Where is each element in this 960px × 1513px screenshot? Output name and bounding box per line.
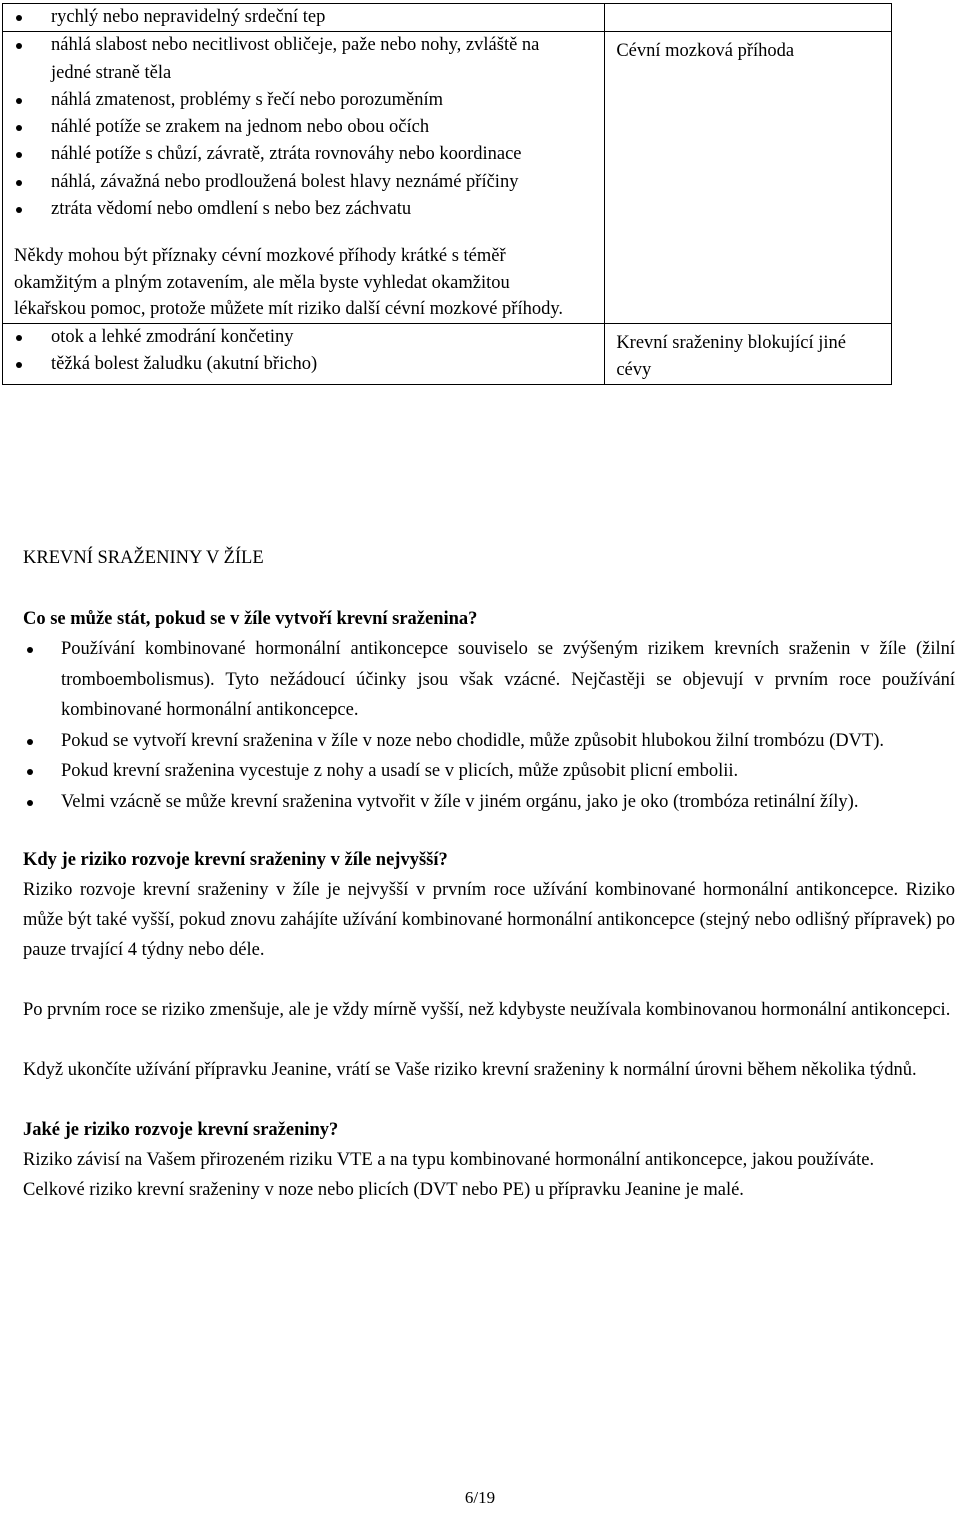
condition-stroke: Cévní mozková příhoda bbox=[616, 41, 795, 62]
table-row bbox=[3, 323, 892, 384]
list-item: Velmi vzácně se může krevní sraženina vytvořit v žíle v jiném orgánu, jako je oko (trombóza retinální žíly). bbox=[23, 787, 955, 818]
condition-cell bbox=[605, 32, 892, 324]
symptoms-cell bbox=[3, 4, 605, 32]
bullet-icon bbox=[16, 43, 22, 49]
bullet-icon bbox=[16, 15, 22, 21]
bullet-icon bbox=[27, 769, 33, 775]
page-number: 6/19 bbox=[464, 1488, 496, 1507]
symptom-list bbox=[3, 324, 604, 379]
bullet-icon bbox=[16, 362, 22, 368]
list-item: náhlá zmatenost, problémy s řečí nebo porozuměním bbox=[3, 87, 604, 114]
bullet-icon bbox=[16, 180, 22, 186]
question-heading: Jaké je riziko rozvoje krevní sraženiny? bbox=[23, 1120, 339, 1140]
list-item: Používání kombinované hormonální antikoncepce souviselo se zvýšeným rizikem krevních sraženin v žíle (žilní tromboembolismus). Tyto nežádoucí účinky jsou však vzácné. Nejčastěji se objevují v prvním roce používání kombinované hormonální antikoncepce. bbox=[23, 634, 955, 726]
bullet-icon bbox=[27, 800, 33, 806]
table-row bbox=[3, 32, 892, 324]
bullet-icon bbox=[27, 647, 33, 653]
symptoms-cell bbox=[3, 32, 605, 324]
symptoms-cell bbox=[3, 323, 605, 384]
paragraph: Když ukončíte užívání přípravku Jeanine, vrátí se Vaše riziko krevní sraženiny k normální úrovni během několika týdnů. bbox=[23, 1060, 917, 1080]
paragraph: Po prvním roce se riziko zmenšuje, ale je vždy mírně vyšší, než kdybyste neužívala kombinovanou hormonální antikoncepci. bbox=[23, 1000, 951, 1020]
bullet-icon bbox=[16, 125, 22, 131]
paragraph: Riziko rozvoje krevní sraženiny v žíle je nejvyšší v prvním roce užívání kombinované hormonální antikoncepce. Riziko může být také vyšší, pokud znovu zahájíte užívání kombinované hormonální antikoncepce (stejný nebo odlišný přípravek) po pauze trvající 4 týdny nebo déle. bbox=[23, 880, 955, 960]
table-row bbox=[3, 4, 892, 32]
list-item: Pokud se vytvoří krevní sraženina v žíle v noze nebo chodidle, může způsobit hlubokou žilní trombózu (DVT). bbox=[23, 726, 955, 757]
list-item: náhlé potíže se zrakem na jednom nebo obou očích bbox=[3, 114, 604, 141]
bullet-icon bbox=[27, 739, 33, 745]
list-item: těžká bolest žaludku (akutní břicho) bbox=[3, 351, 604, 378]
symptom-list bbox=[3, 4, 604, 31]
paragraph: Riziko závisí na Vašem přirozeném riziku VTE a na typu kombinované hormonální antikoncepce, jakou používáte. bbox=[23, 1150, 875, 1170]
question-heading: Co se může stát, pokud se v žíle vytvoří krevní sraženina? bbox=[23, 609, 478, 629]
list-item: ztráta vědomí nebo omdlení s nebo bez záchvatu bbox=[3, 196, 604, 223]
symptom-list bbox=[3, 32, 604, 223]
list-item: Pokud krevní sraženina vycestuje z nohy a usadí se v plicích, může způsobit plicní embolii. bbox=[23, 756, 955, 787]
section-title: KREVNÍ SRAŽENINY V ŽÍLE bbox=[23, 548, 264, 568]
list-item: otok a lehké zmodrání končetiny bbox=[3, 324, 604, 351]
bullet-icon bbox=[16, 98, 22, 104]
list-item: náhlá slabost nebo necitlivost obličeje, paže nebo nohy, zvláště na jedné straně těla bbox=[3, 32, 604, 87]
symptoms-table bbox=[2, 3, 892, 385]
bullet-icon bbox=[16, 335, 22, 341]
main-content bbox=[23, 604, 955, 1205]
bullet-icon bbox=[16, 207, 22, 213]
condition-cell bbox=[605, 4, 892, 32]
stroke-note: Někdy mohou být příznaky cévní mozkové příhody krátké s téměř okamžitým a plným zotavením, ale měla byste vyhledat okamžitou lékařskou pomoc, protože můžete mít riziko další cévní mozkové příhody. bbox=[14, 246, 564, 320]
list-item: náhlá, závažná nebo prodloužená bolest hlavy neznámé příčiny bbox=[3, 169, 604, 196]
list-item: náhlé potíže s chůzí, závratě, ztráta rovnováhy nebo koordinace bbox=[3, 141, 604, 168]
condition-other-vessels: Krevní sraženiny blokující jiné cévy bbox=[616, 332, 846, 380]
risk-bullet-list bbox=[23, 634, 955, 817]
list-item: rychlý nebo nepravidelný srdeční tep bbox=[3, 4, 604, 31]
question-heading: Kdy je riziko rozvoje krevní sraženiny v žíle nejvyšší? bbox=[23, 850, 448, 870]
bullet-icon bbox=[16, 152, 22, 158]
paragraph: Celkové riziko krevní sraženiny v noze nebo plicích (DVT nebo PE) u přípravku Jeanine je malé. bbox=[23, 1180, 744, 1200]
condition-cell bbox=[605, 323, 892, 384]
